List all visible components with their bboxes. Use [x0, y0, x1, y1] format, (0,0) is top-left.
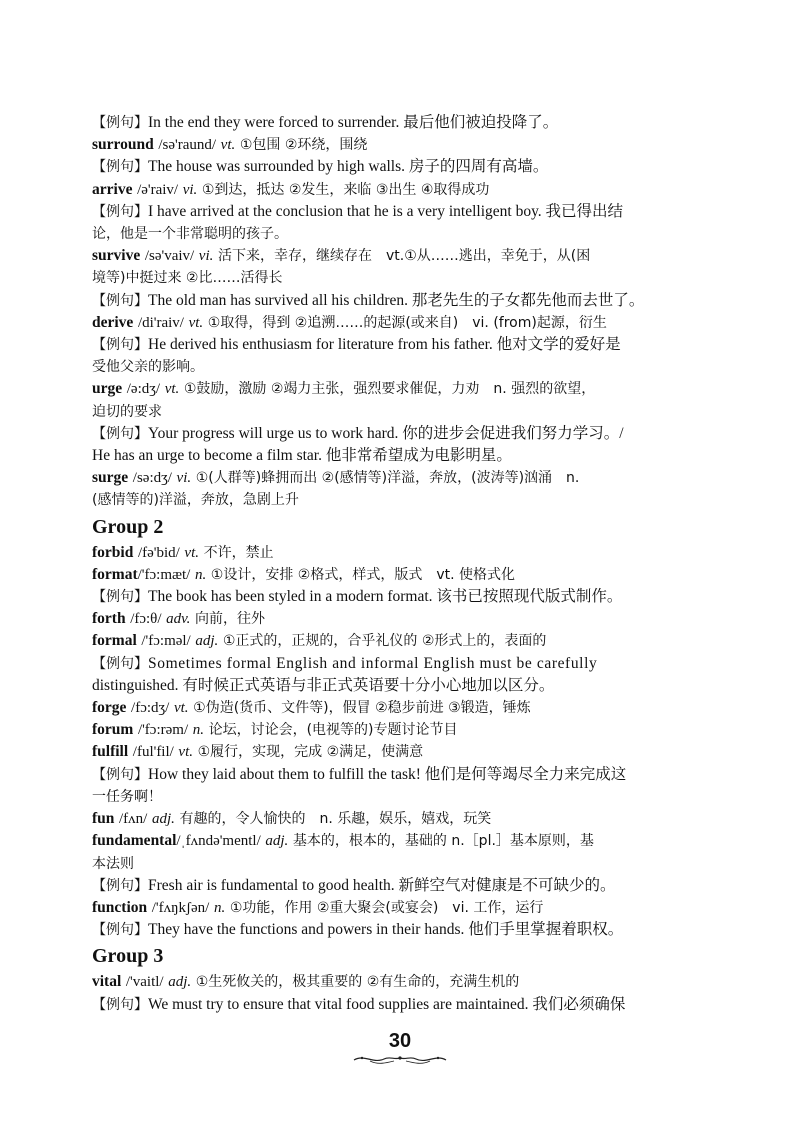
example-line [92, 764, 716, 786]
headword: derive [92, 313, 134, 331]
example-line [92, 994, 716, 1016]
example-text: How they laid about them to fulfill the task! 他们是何等竭尽全力来完成这 [148, 765, 627, 783]
part-of-speech: adv. [166, 611, 191, 628]
continuation-text: 本法则 [92, 855, 134, 872]
example-text: Sometimes formal English and informal English must be carefully [148, 654, 598, 672]
example-text: Fresh air is fundamental to good health. 新鲜空气对健康是不可缺少的。 [148, 876, 616, 894]
phonetic: /fə'bid/ [137, 544, 180, 561]
page-content [92, 112, 716, 1016]
phonetic: /sə'vaiv/ [144, 248, 195, 265]
example-line [92, 201, 716, 223]
headword: forth [92, 610, 126, 628]
example-label: 【例句】 [92, 159, 148, 176]
phonetic: /ful'fil/ [132, 744, 174, 761]
example-text: We must try to ensure that vital food supplies are maintained. 我们必须确保 [148, 995, 626, 1013]
headword: fulfill [92, 743, 129, 761]
continuation-text: distinguished. 有时候正式英语与非正式英语要十分小心地加以区分。 [92, 676, 555, 694]
example-text: The book has been styled in a modern format. 该书已按照现代版式制作。 [148, 588, 623, 606]
continuation-line [92, 786, 716, 808]
phonetic: /fɔ:dʒ/ [131, 700, 170, 717]
headword: surge [92, 469, 129, 487]
part-of-speech: vt. [164, 381, 180, 398]
part-of-speech: n. [213, 899, 226, 916]
group-heading: Group 3 [92, 945, 164, 968]
definition: ①履行，实现，完成 ②满足，使满意 [197, 744, 424, 761]
example-label: 【例句】 [92, 203, 148, 220]
headword: forge [92, 699, 127, 717]
entry-surround [92, 134, 716, 156]
continuation-text: (感情等的)洋溢，奔放，急剧上升 [92, 492, 299, 509]
continuation-line [92, 401, 716, 423]
continuation-text: He has an urge to become a film star. 他非常希望成为电影明星。 [92, 447, 512, 465]
example-label: 【例句】 [92, 337, 148, 354]
example-label: 【例句】 [92, 766, 148, 783]
example-label: 【例句】 [92, 292, 148, 309]
example-label: 【例句】 [92, 922, 148, 939]
phonetic: /sə:dʒ/ [132, 470, 172, 487]
example-label: 【例句】 [92, 589, 148, 606]
part-of-speech: vi. [198, 248, 214, 265]
phonetic: /'fʌŋkʃən/ [151, 899, 210, 916]
part-of-speech: vi. [176, 470, 192, 487]
headword: forum [92, 721, 134, 739]
part-of-speech: n. [194, 566, 207, 583]
definition: ①到达，抵达 ②发生，来临 ③出生 ④取得成功 [201, 181, 490, 198]
phonetic: /fɔ:θ/ [130, 611, 162, 628]
example-text: In the end they were forced to surrender. 最后他们被迫投降了。 [148, 114, 559, 131]
headword: function [92, 898, 148, 916]
entry-derive [92, 312, 716, 334]
phonetic: /'vaitl/ [125, 974, 164, 991]
headword: surround [92, 136, 154, 154]
entry-surge [92, 467, 716, 489]
headword: vital [92, 973, 122, 991]
entry-function [92, 897, 716, 919]
group-heading: Group 2 [92, 515, 164, 538]
example-text: The house was surrounded by high walls. 房子的四周有高墙。 [148, 158, 549, 176]
example-label: 【例句】 [92, 425, 148, 442]
headword: fundamental [92, 832, 177, 850]
continuation-line [92, 445, 716, 467]
continuation-text: 受他父亲的影响。 [92, 359, 204, 376]
continuation-text: 论，他是一个非常聪明的孩子。 [92, 226, 288, 243]
example-text: I have arrived at the conclusion that he is a very intelligent boy. 我已得出结 [148, 202, 624, 220]
part-of-speech: vt. [173, 700, 189, 717]
phonetic: /ə:dʒ/ [126, 381, 161, 398]
example-text: The old man has survived all his children. 那老先生的子女都先他而去世了。 [148, 291, 645, 309]
entry-formal [92, 630, 716, 652]
entry-format [92, 564, 716, 586]
example-line [92, 290, 716, 312]
headword: forbid [92, 543, 134, 561]
entry-survive [92, 245, 716, 267]
entry-arrive [92, 179, 716, 201]
entry-urge [92, 378, 716, 400]
definition: ①生死攸关的，极其重要的 ②有生命的，充满生机的 [195, 974, 520, 991]
definition: ①包围 ②环绕，围绕 [239, 137, 368, 154]
entry-fulfill [92, 741, 716, 763]
definition: ①正式的，正规的，合乎礼仪的 ②形式上的，表面的 [222, 633, 547, 650]
entry-forth [92, 608, 716, 630]
example-line [92, 112, 716, 134]
example-label: 【例句】 [92, 655, 148, 672]
headword: fun [92, 810, 115, 828]
example-text: He derived his enthusiasm for literature from his father. 他对文学的爱好是 [148, 336, 621, 354]
part-of-speech: adj. [168, 974, 192, 991]
phonetic: /di'raiv/ [137, 314, 184, 331]
headword: survive [92, 247, 141, 265]
definition: ①(人群等)蜂拥而出 ②(感情等)洋溢，奔放，(波涛等)汹涌 n. [195, 470, 580, 487]
part-of-speech: n. [192, 722, 204, 739]
example-line [92, 334, 716, 356]
phonetic: /sə'raund/ [158, 137, 217, 154]
example-line [92, 156, 716, 178]
headword: arrive [92, 180, 133, 198]
entry-forum [92, 719, 716, 741]
continuation-line [92, 853, 716, 875]
part-of-speech: adj. [195, 633, 219, 650]
part-of-speech: vt. [220, 137, 236, 154]
example-label: 【例句】 [92, 115, 148, 131]
example-line [92, 423, 716, 445]
definition: ①功能，作用 ②重大聚会(或宴会) vi. 工作，运行 [229, 899, 544, 916]
part-of-speech: adj. [151, 811, 175, 828]
example-text: Your progress will urge us to work hard. 你的进步会促进我们努力学习。/ [148, 424, 624, 442]
headword: format [92, 565, 138, 583]
headword: urge [92, 380, 123, 398]
example-label: 【例句】 [92, 877, 148, 894]
continuation-text: 一任务啊！ [92, 788, 162, 805]
part-of-speech: vt. [188, 314, 204, 331]
phonetic: /'fɔ:mæt/ [137, 566, 191, 583]
continuation-line [92, 675, 716, 697]
entry-fundamental [92, 830, 716, 852]
part-of-speech: vt. [178, 744, 193, 761]
continuation-line [92, 267, 716, 289]
page-number: 30 [388, 1030, 412, 1052]
definition: ①取得，得到 ②追溯……的起源(或来自) vi. (from)起源，衍生 [207, 314, 607, 331]
part-of-speech: vi. [182, 181, 198, 198]
continuation-line [92, 356, 716, 378]
example-line [92, 919, 716, 941]
continuation-line [92, 223, 716, 245]
headword: formal [92, 632, 137, 650]
phonetic: /ə'raiv/ [137, 181, 179, 198]
part-of-speech: vt. [184, 544, 199, 561]
phonetic: /ˌfʌndə'mentl/ [176, 833, 261, 850]
example-text: They have the functions and powers in their hands. 他们手里掌握着职权。 [148, 921, 624, 939]
continuation-line [92, 489, 716, 511]
definition: 论坛，讨论会，(电视等的)专题讨论节目 [208, 722, 458, 739]
definition: 基本的，根本的，基础的 n.［pl.］基本原则，基 [292, 833, 594, 850]
continuation-text: 境等)中挺过来 ②比……活得长 [92, 270, 283, 287]
entry-forbid [92, 542, 716, 564]
example-line [92, 875, 716, 897]
definition: ①伪造(货币、文件等)，假冒 ②稳步前进 ③锻造，锤炼 [193, 700, 531, 717]
example-label: 【例句】 [92, 996, 148, 1013]
definition: ①设计，安排 ②格式，样式，版式 vt. 使格式化 [210, 566, 516, 583]
page-number-footer [350, 1030, 450, 1066]
definition: 不许，禁止 [203, 544, 274, 561]
continuation-text: 迫切的要求 [92, 403, 162, 420]
phonetic: /'fɔ:məl/ [141, 633, 191, 650]
definition: 活下来，幸存，继续存在 vt.①从……逃出，幸免于，从(困 [217, 248, 591, 265]
ornament-icon [350, 1052, 450, 1066]
example-line [92, 586, 716, 608]
definition: 向前，往外 [195, 611, 266, 628]
definition: ①鼓励，激励 ②竭力主张，强烈要求催促，力劝 n. 强烈的欲望， [183, 381, 596, 398]
entry-forge [92, 697, 716, 719]
entry-vital [92, 971, 716, 993]
definition: 有趣的，令人愉快的 n. 乐趣，娱乐，嬉戏，玩笑 [179, 811, 492, 828]
phonetic: /'fɔ:rəm/ [137, 722, 189, 739]
entry-fun [92, 808, 716, 830]
phonetic: /fʌn/ [119, 811, 148, 828]
example-line [92, 653, 716, 675]
part-of-speech: adj. [265, 833, 289, 850]
